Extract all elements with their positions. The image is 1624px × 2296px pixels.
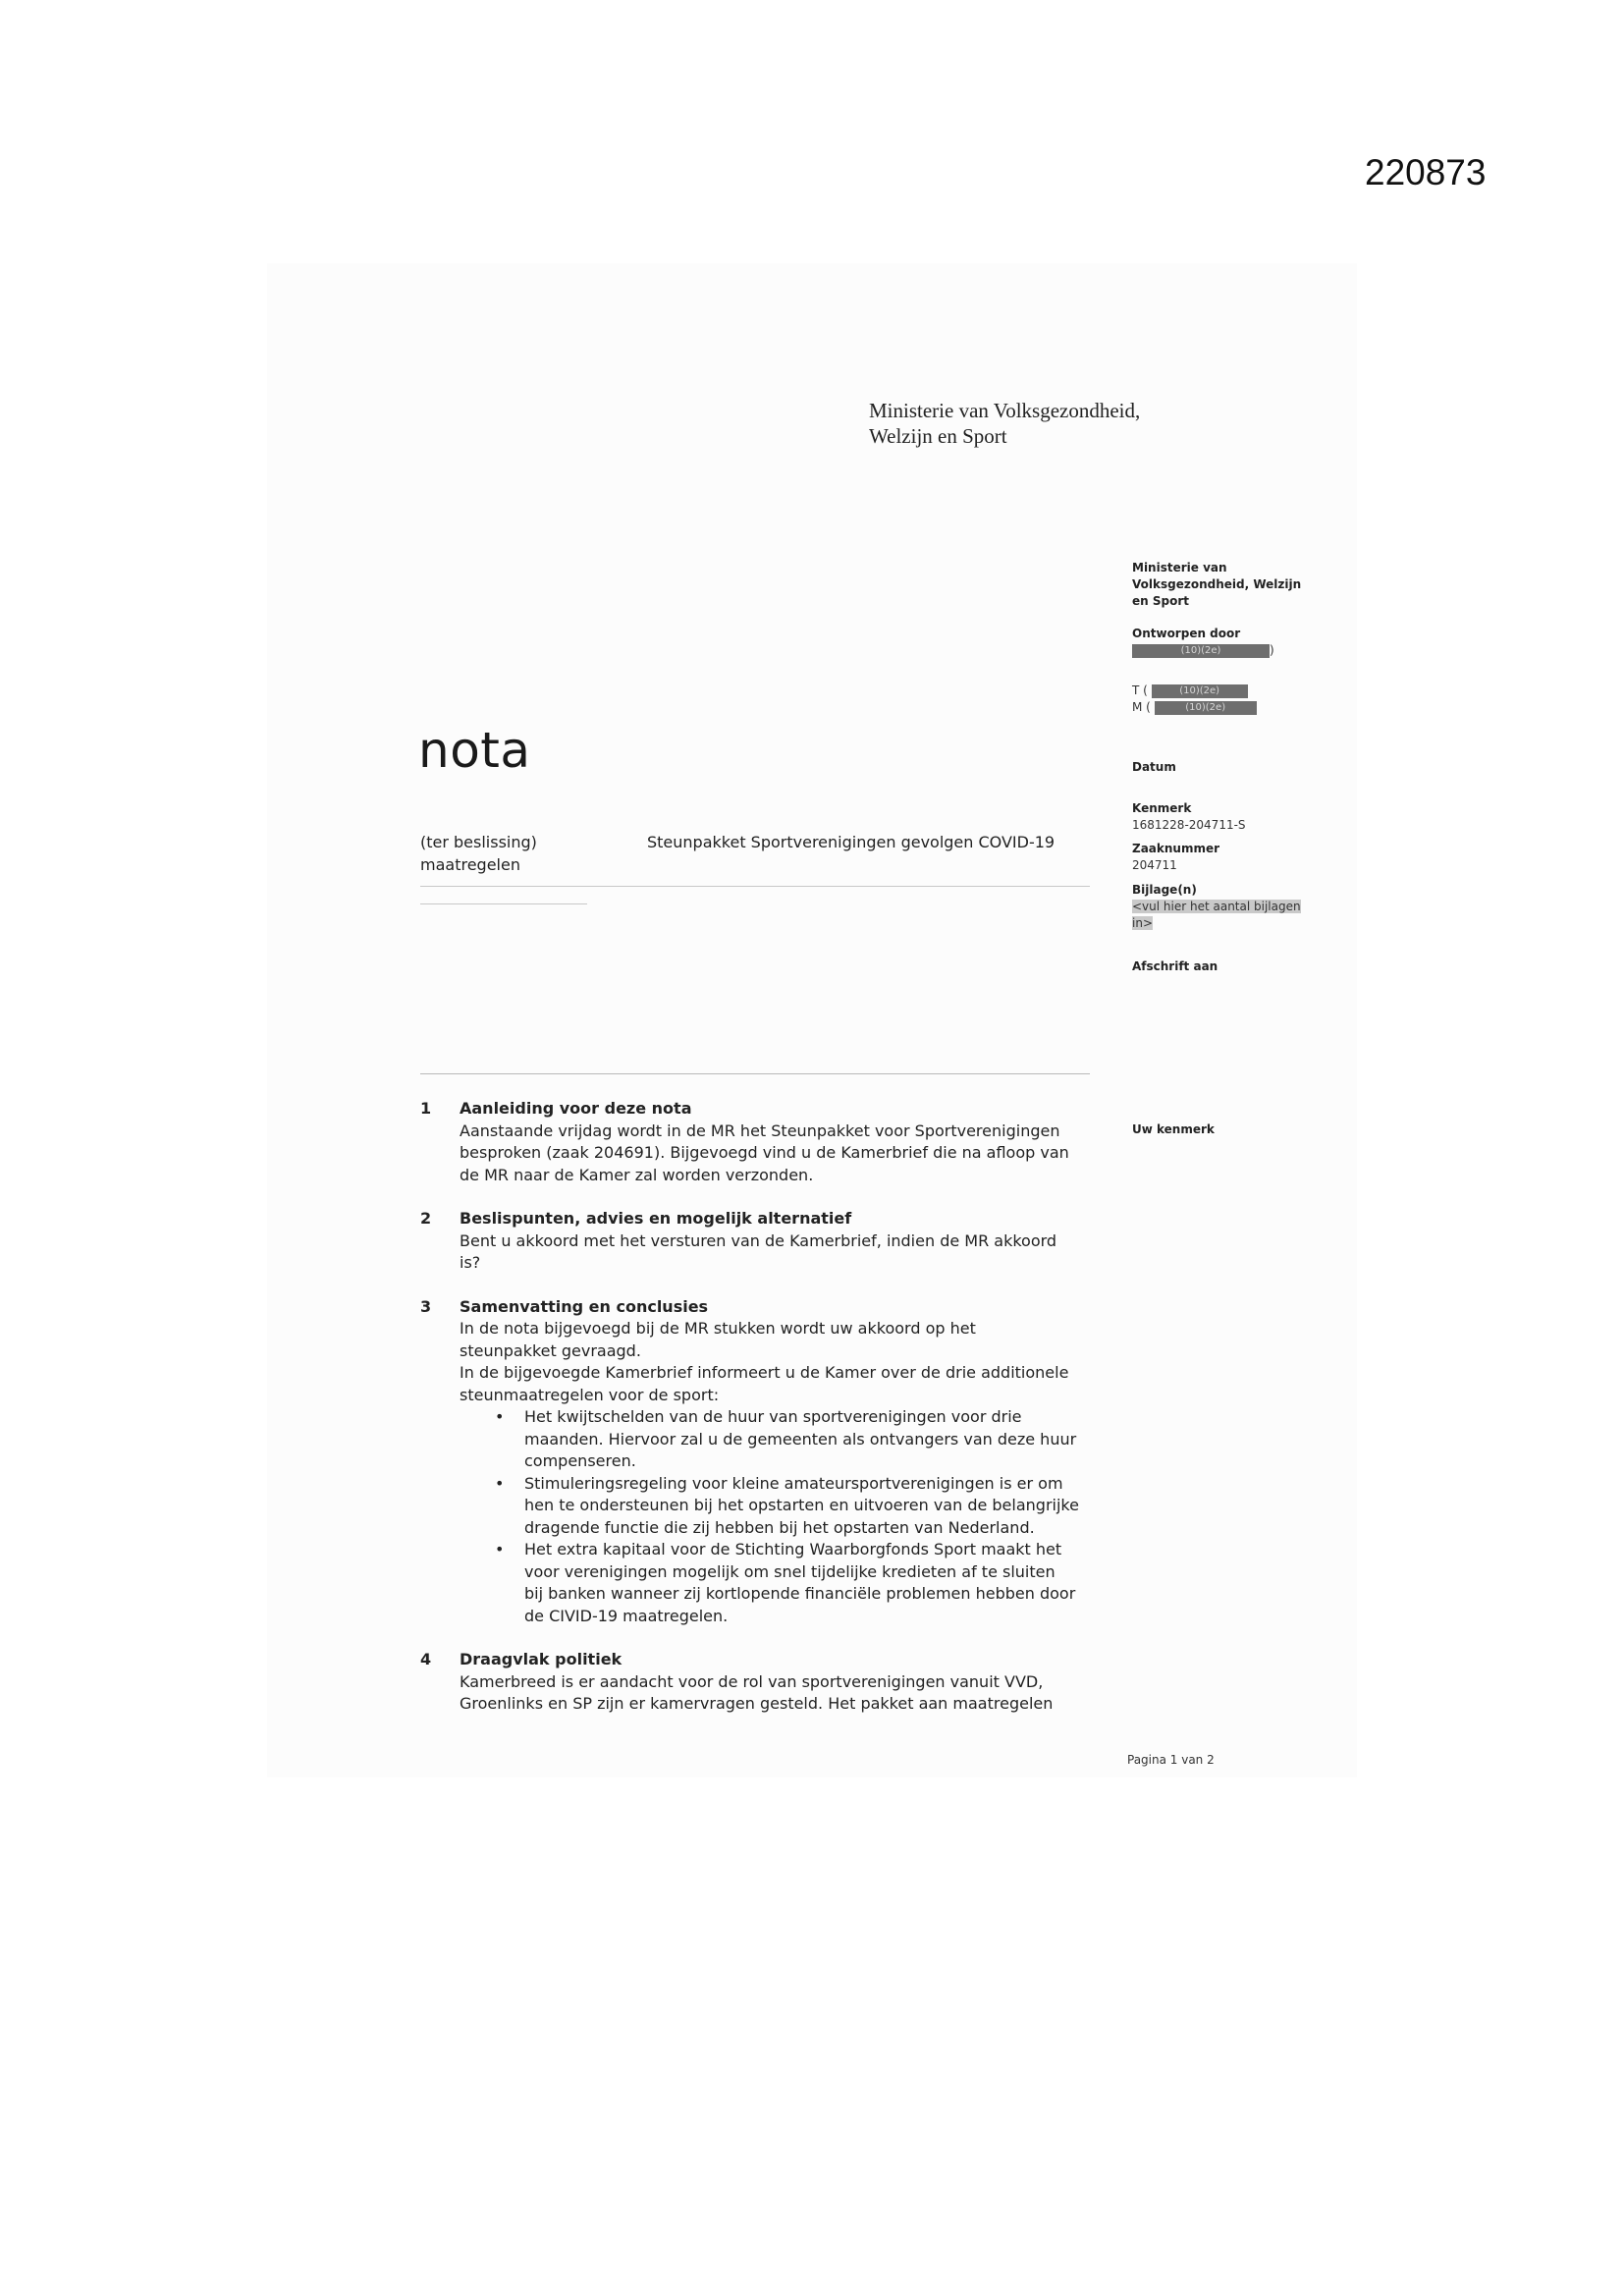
sidebar-your-reference <box>1132 1121 1348 1138</box>
section-4 <box>420 1649 1127 1716</box>
sidebar-organisation <box>1132 560 1348 610</box>
section-title: Draagvlak politiek <box>460 1650 623 1668</box>
designed-by-label: Ontworpen door <box>1132 627 1241 640</box>
redaction-block: (10)(2e) <box>1152 684 1248 698</box>
bullet-line: compenseren. <box>524 1451 636 1470</box>
attachments-placeholder-line-2: in> <box>1132 916 1153 930</box>
bullet-line: maanden. Hiervoor zal u de gemeenten als ontvangers van deze huur <box>524 1429 1077 1449</box>
bullet-line: Het extra kapitaal voor de Stichting Waarborgfonds Sport maakt het <box>524 1540 1062 1558</box>
paragraph-line: steunmaatregelen voor de sport: <box>460 1385 720 1404</box>
bullet-line: dragende functie die zij hebben bij het opstarten van Nederland. <box>524 1517 1035 1537</box>
sidebar-designed-by <box>1132 626 1348 659</box>
section-2 <box>420 1208 1127 1275</box>
section-1 <box>420 1098 1127 1186</box>
paragraph-line: Bent u akkoord met het versturen van de Kamerbrief, indien de MR akkoord <box>460 1230 1057 1250</box>
mobile-row <box>1132 699 1348 716</box>
section-number: 1 <box>420 1099 432 1118</box>
bullet-line: de CIVID-19 maatregelen. <box>524 1606 729 1625</box>
bullet-item <box>495 1539 1127 1627</box>
copy-to-label: Afschrift aan <box>1132 959 1218 973</box>
document-title: nota <box>418 722 531 779</box>
section-title: Aanleiding voor deze nota <box>460 1099 692 1118</box>
sidebar-case-number <box>1132 841 1348 874</box>
logo-line-1: Ministerie van Volksgezondheid, <box>869 399 1141 422</box>
bullet-item <box>495 1473 1127 1540</box>
section-number: 4 <box>420 1650 432 1668</box>
reference-label: Kenmerk <box>1132 801 1192 815</box>
document-type-line-2: maatregelen <box>420 855 520 874</box>
case-number-label: Zaaknummer <box>1132 842 1220 855</box>
redaction-block: (10)(2e) <box>1155 701 1257 715</box>
document-type <box>420 831 537 876</box>
pagination: Pagina 1 van 2 <box>1127 1753 1215 1767</box>
divider-short <box>420 903 587 904</box>
page-id-number: 220873 <box>1365 152 1487 192</box>
phone-prefix: T ( <box>1132 683 1148 697</box>
sidebar-reference <box>1132 800 1348 834</box>
phone-row <box>1132 683 1348 699</box>
bullet-icon: • <box>495 1407 505 1426</box>
section-number: 3 <box>420 1296 432 1316</box>
mobile-prefix: M ( <box>1132 700 1151 714</box>
bullet-line: Stimuleringsregeling voor kleine amateursportverenigingen is er om <box>524 1473 1063 1493</box>
document-type-line-1: (ter beslissing) <box>420 833 537 851</box>
section-number: 2 <box>420 1209 432 1228</box>
paragraph-line: besproken (zaak 204691). Bijgevoegd vind u de Kamerbrief die na afloop van <box>460 1143 1069 1162</box>
logo-line-2: Welzijn en Sport <box>869 424 1007 448</box>
section-title: Samenvatting en conclusies <box>460 1296 709 1316</box>
ministry-logo <box>869 398 1140 449</box>
redaction-block: (10)(2e) <box>1132 644 1270 658</box>
divider <box>420 886 1090 887</box>
sidebar-contact <box>1132 683 1348 716</box>
reference-value: 1681228-204711-S <box>1132 818 1246 832</box>
paragraph-line: Aanstaande vrijdag wordt in de MR het Steunpakket voor Sportverenigingen <box>460 1121 1060 1140</box>
document-subject: Steunpakket Sportverenigingen gevolgen COVID-19 <box>647 833 1056 851</box>
bullet-line: bij banken wanneer zij kortlopende financiële problemen hebben door <box>524 1584 1076 1603</box>
date-label: Datum <box>1132 760 1176 774</box>
bullet-icon: • <box>495 1540 505 1558</box>
paragraph-line: is? <box>460 1253 481 1272</box>
attachments-placeholder <box>1132 899 1348 932</box>
your-reference-label: Uw kenmerk <box>1132 1122 1215 1136</box>
divider <box>420 1073 1090 1074</box>
sidebar-org-line-3: en Sport <box>1132 594 1189 608</box>
sidebar-copy-to <box>1132 958 1348 975</box>
sidebar-org-line-1: Ministerie van <box>1132 561 1227 574</box>
sidebar-date <box>1132 759 1348 776</box>
sidebar-org-line-2: Volksgezondheid, Welzijn <box>1132 577 1302 591</box>
bullet-line: Het kwijtschelden van de huur van sportverenigingen voor drie <box>524 1407 1022 1426</box>
attachments-label: Bijlage(n) <box>1132 883 1197 897</box>
section-3 <box>420 1296 1127 1628</box>
bullet-item <box>495 1406 1127 1473</box>
paragraph-line: Kamerbreed is er aandacht voor de rol van sportverenigingen vanuit VVD, <box>460 1671 1044 1691</box>
paragraph-line: Groenlinks en SP zijn er kamervragen gesteld. Het pakket aan maatregelen <box>460 1694 1054 1713</box>
bullet-icon: • <box>495 1473 505 1493</box>
designed-by-redaction-row: (10)(2e) ) <box>1132 642 1348 659</box>
paragraph-line: In de nota bijgevoegd bij de MR stukken wordt uw akkoord op het <box>460 1319 976 1338</box>
section-title: Beslispunten, advies en mogelijk alternatief <box>460 1209 852 1228</box>
paragraph-line: de MR naar de Kamer zal worden verzonden. <box>460 1165 814 1184</box>
attachments-placeholder-line-1: <vul hier het aantal bijlagen <box>1132 900 1301 913</box>
bullet-list <box>460 1406 1127 1627</box>
bullet-line: voor verenigingen mogelijk om snel tijdelijke kredieten af te sluiten <box>524 1561 1056 1581</box>
sidebar-attachments <box>1132 882 1348 932</box>
case-number-value: 204711 <box>1132 858 1177 872</box>
document-body <box>420 1098 1127 1737</box>
paragraph-line: steunpakket gevraagd. <box>460 1340 641 1360</box>
bullet-line: hen te ondersteunen bij het opstarten en uitvoeren van de belangrijke <box>524 1496 1079 1514</box>
paragraph-line: In de bijgevoegde Kamerbrief informeert u de Kamer over de drie additionele <box>460 1363 1069 1382</box>
